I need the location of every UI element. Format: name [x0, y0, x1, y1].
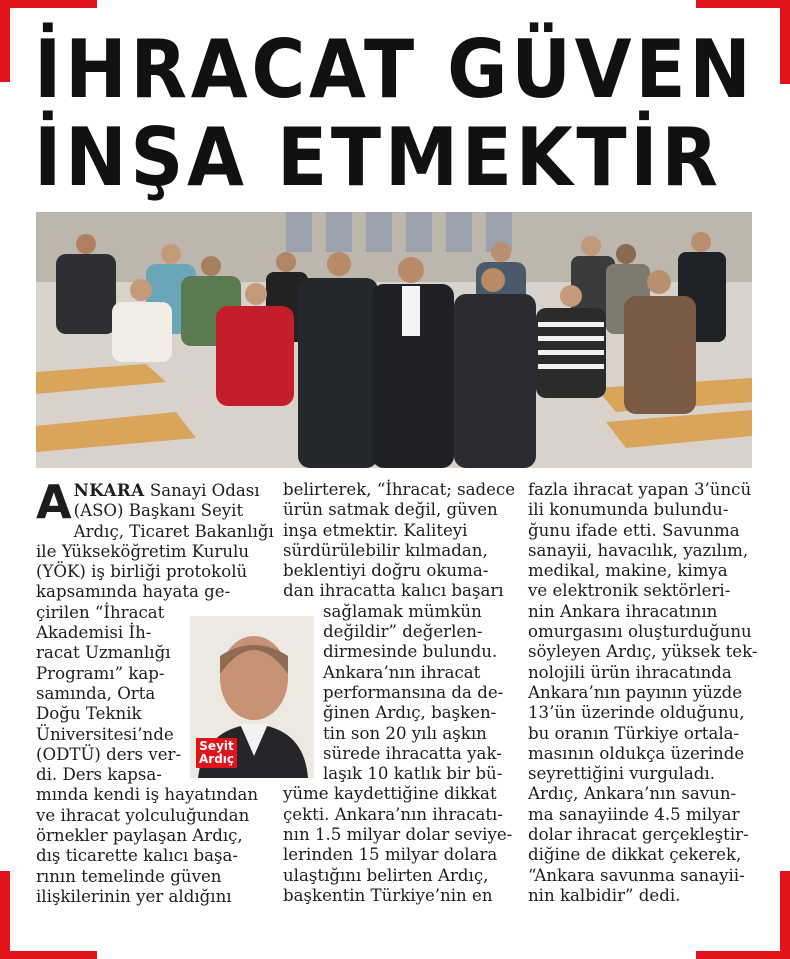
column-2-line: sürdürülebilir kılmadan,	[283, 540, 488, 560]
column-2-line: sağlamak mümkün	[323, 601, 482, 621]
column-1-line: samında, Orta	[36, 683, 156, 703]
column-2-line: dan ihracatta kalıcı başarı	[283, 581, 504, 601]
column-3-line: ma sanayiinde 4.5 milyar	[528, 804, 740, 824]
column-1-line: Ardıç, Ticaret Bakanlığı	[73, 521, 274, 541]
column-3-line: nin kalbidir” dedi.	[528, 885, 681, 905]
corner-mark-top-right-v	[780, 0, 790, 84]
column-1-line: Programı” kap-	[36, 663, 165, 683]
lead-word: NKARA	[73, 480, 145, 500]
column-1-line: ve ihracat yolculuğundan	[36, 805, 250, 825]
column-1-line: ile Yükseköğretim Kurulu	[36, 541, 250, 561]
column-1-line: (ODTÜ) ders ver-	[36, 744, 182, 764]
column-2-line: lerinden 15 milyar dolara	[283, 845, 498, 865]
column-3-line: 13’ün üzerinde olduğunu,	[528, 703, 745, 723]
column-1-line: mında kendi iş hayatından	[36, 785, 259, 805]
corner-mark-bottom-right-v	[780, 871, 790, 959]
corner-mark-bottom-left	[0, 951, 97, 959]
column-2-line: performansına da de-	[323, 682, 504, 702]
column-2-line: değildir” değerlen-	[323, 622, 483, 642]
column-3-line: medikal, makine, kimya	[528, 561, 728, 581]
column-3-line: omurgasını oluşturduğunu	[528, 622, 752, 642]
article-column-2	[283, 480, 515, 906]
column-1-line: Sanayi Odası	[144, 481, 260, 500]
inset-caption-line: Ardıç	[199, 752, 235, 766]
column-2-line: nın 1.5 milyar dolar seviye-	[283, 825, 513, 845]
column-3-line: söyleyen Ardıç, yüksek tek-	[528, 642, 758, 662]
column-3-line: “Ankara savunma sanayii-	[528, 865, 745, 885]
column-1-line: kapsamında hayata ge-	[36, 582, 231, 602]
column-3-line: diğine de dikkat çekerek,	[528, 845, 742, 865]
column-3-line: dolar ihracat gerçekleştir-	[528, 825, 749, 845]
column-1-line: Doğu Teknik	[36, 704, 142, 724]
column-1-line: di. Ders kapsa-	[36, 765, 162, 785]
column-2-line: ürün satmak değil, güven	[283, 500, 498, 520]
column-3-line: fazla ihracat yapan 3’üncü	[528, 480, 752, 499]
headline-line-2: İNŞA ETMEKTİR	[34, 111, 722, 204]
drop-cap: A	[36, 475, 72, 529]
headline-line-1: İHRACAT GÜVEN	[34, 23, 755, 116]
column-3-line: ve elektronik sektörleri-	[528, 581, 731, 601]
column-3-line: nin Ankara ihracatının	[528, 601, 718, 621]
column-2-line: inşa etmektir. Kaliteyi	[283, 520, 468, 540]
column-3-line: ili konumunda bulundu-	[528, 500, 729, 520]
column-2-line: sürede ihracatta yak-	[323, 743, 502, 763]
column-1-line: dış ticarette kalıcı başa-	[36, 846, 239, 866]
corner-mark-top-right	[696, 0, 790, 8]
column-3-line: Ardıç, Ankara’nın savun-	[528, 784, 737, 804]
column-3-line: Ankara’nın payının yüzde	[528, 682, 743, 702]
column-2-line: beklentiyi doğru okuma-	[283, 561, 489, 581]
column-2-line: Ankara’nın ihracat	[323, 662, 481, 682]
corner-mark-bottom-right	[696, 951, 790, 959]
column-2-line: laşık 10 katlık bir bü-	[323, 764, 503, 784]
column-2-line: ğinen Ardıç, başken-	[323, 703, 497, 723]
column-1-line: Akademisi İh-	[36, 623, 152, 643]
column-1-line: (ASO) Başkanı Seyit	[73, 501, 244, 521]
group-photo-illustration	[36, 212, 752, 468]
corner-mark-top-left	[0, 0, 97, 8]
corner-mark-top-left-v	[0, 0, 10, 82]
column-2-line: tin son 20 yılı aşkın	[323, 723, 487, 743]
column-1-line: örnekler paylaşan Ardıç,	[36, 826, 243, 846]
column-1-line: racat Uzmanlığı	[36, 643, 171, 663]
column-1-line: çirilen “İhracat	[36, 602, 165, 622]
column-2-line: belirterek, “İhracat; sadece	[283, 480, 516, 499]
column-3-line: masının oldukça üzerinde	[528, 743, 745, 763]
column-1-line: ilişkilerinin yer aldığını	[36, 886, 232, 906]
column-1-line: Üniversitesi’nde	[36, 724, 174, 744]
column-3-line: bu oranın Türkiye ortala-	[528, 723, 740, 743]
corner-mark-bottom-left-v	[0, 871, 10, 959]
column-2-line: yüme kaydettiğine dikkat	[283, 784, 497, 804]
column-3-line: ğunu ifade etti. Savunma	[528, 520, 740, 540]
article-column-3	[528, 480, 760, 906]
column-3-line: seyrettiğini vurguladı.	[528, 764, 716, 784]
column-1-line: rının temelinde güven	[36, 866, 222, 886]
column-3-line: nolojili ürün ihracatında	[528, 662, 732, 682]
column-2-line: başkentin Türkiye’nin en	[283, 885, 493, 905]
column-2-line: çekti. Ankara’nın ihracatı-	[283, 804, 503, 824]
inset-caption	[196, 738, 237, 768]
column-1-line: (YÖK) iş birliği protokolü	[36, 562, 248, 582]
column-2-line: dirmesinde bulundu.	[323, 642, 498, 662]
inset-caption-line: Seyit	[199, 739, 234, 753]
column-2-line: ulaştığını belirten Ardıç,	[283, 865, 489, 885]
column-3-line: sanayii, havacılık, yazılım,	[528, 540, 749, 560]
group-photo	[36, 212, 752, 468]
